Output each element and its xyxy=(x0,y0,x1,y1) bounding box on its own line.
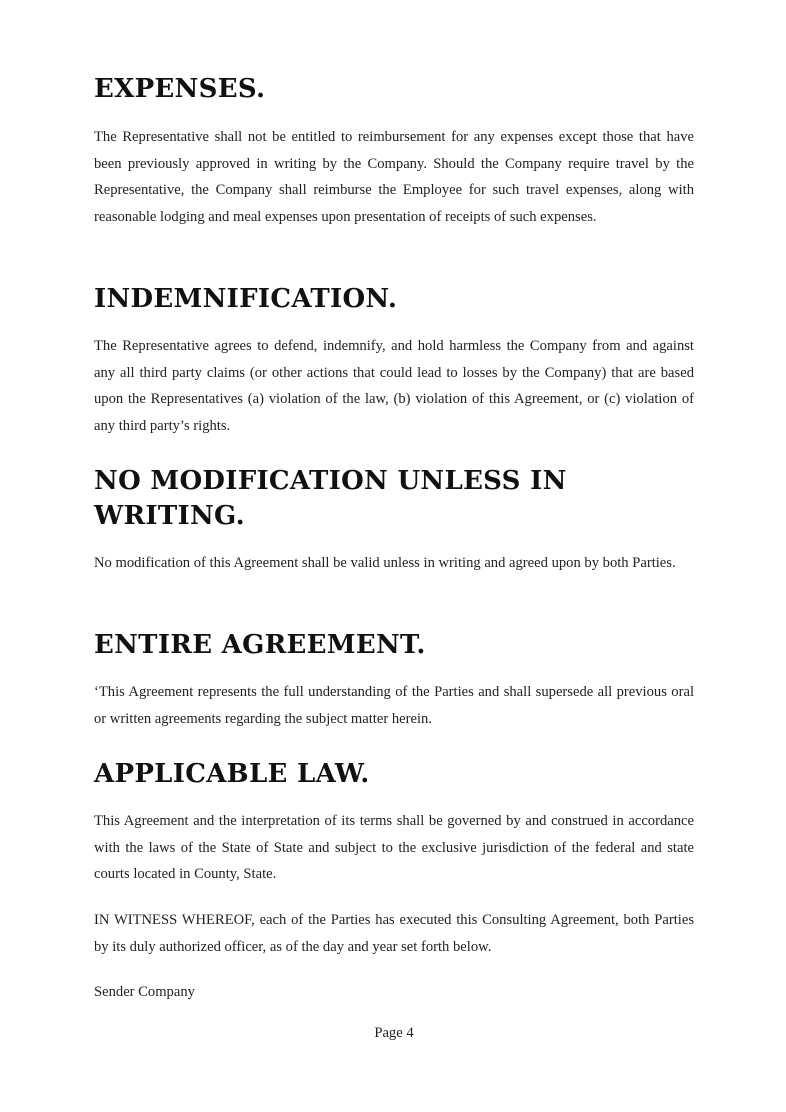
document-page xyxy=(94,0,694,1112)
section-title-indemnification: INDEMNIFICATION. xyxy=(94,284,398,314)
section-body-indemnification: The Representative agrees to defend, indemnify, and hold harmless the Company from and against any all third party claims (or other actions that could lead to losses by the Company) that are based upon the Representatives (a) violation of the law, (b) violation of this Agreement, or (c) violation of any third party’s rights. xyxy=(94,338,694,434)
section-body-applicable-law: This Agreement and the interpretation of its terms shall be governed by and construed in accordance with the laws of the State of State and subject to the exclusive jurisdiction of the federal and state courts located in County, State. xyxy=(94,813,694,883)
section-body-no-modification: No modification of this Agreement shall be valid unless in writing and agreed upon by both Parties. xyxy=(94,555,676,571)
section-body-entire-agreement: ‘This Agreement represents the full understanding of the Parties and shall supersede all previous oral or written agreements regarding the subject matter herein. xyxy=(94,684,694,727)
section-title-expenses: EXPENSES. xyxy=(94,74,266,104)
section-title-no-modification: NO MODIFICATION UNLESS IN WRITING. xyxy=(94,466,567,531)
section-title-applicable-law: APPLICABLE LAW. xyxy=(94,759,370,789)
page-number: Page 4 xyxy=(374,1025,414,1041)
signatory-name: Sender Company xyxy=(94,984,195,1000)
section-title-entire-agreement: ENTIRE AGREEMENT. xyxy=(94,630,426,660)
section-body-expenses: The Representative shall not be entitled to reimbursement for any expenses except those that have been previously approved in writing by the Company. Should the Company require travel by the Representative, the Company shall reimburse the Employee for such travel expenses, along with reasonable lodging and meal expenses upon presentation of receipts of such expenses. xyxy=(94,129,694,225)
witness-clause: IN WITNESS WHEREOF, each of the Parties has executed this Consulting Agreement, both Parties by its duly authorized officer, as of the day and year set forth below. xyxy=(94,912,694,955)
